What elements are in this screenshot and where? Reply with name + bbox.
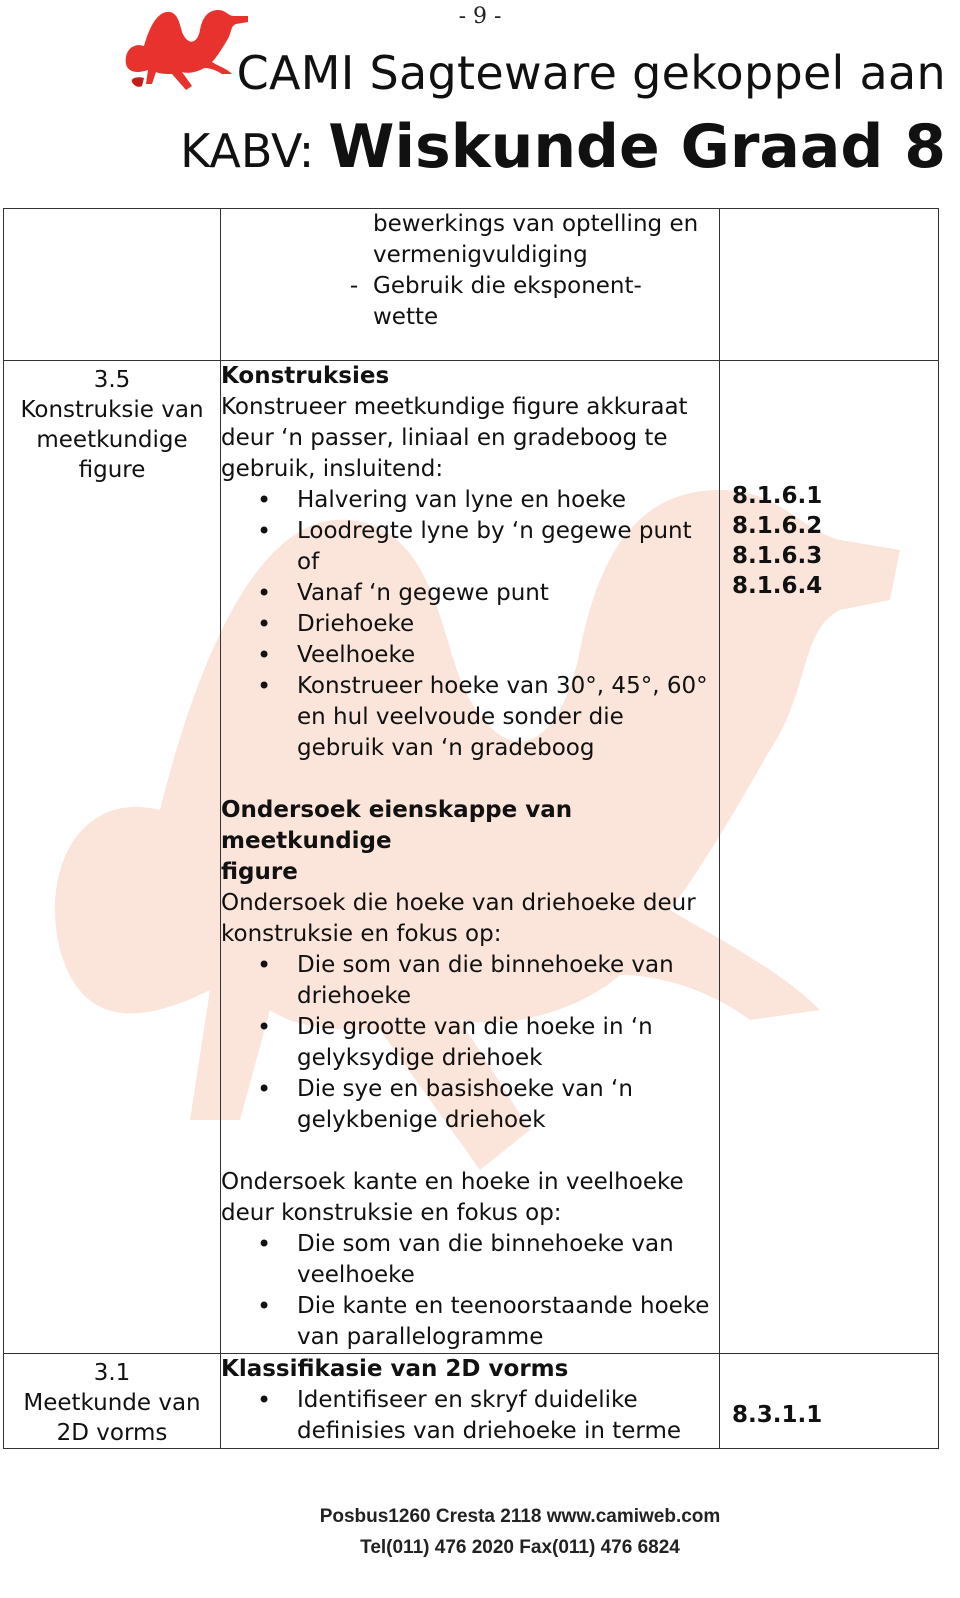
dash-item: [349, 271, 719, 333]
bullet-list: [221, 1385, 719, 1447]
curriculum-code: 8.1.6.3: [732, 543, 823, 569]
bullet-line: en hul veelvoude sonder die: [297, 704, 624, 730]
list-item: [221, 1012, 719, 1074]
content-cell: [221, 209, 720, 361]
bullet-line: • Halvering van lyne en hoeke: [297, 487, 626, 513]
table-row: [4, 209, 939, 361]
bullet-line: • Die grootte van die hoeke in ‘n: [297, 1014, 653, 1040]
bullet-line: • Die sye en basishoeke van ‘n: [297, 1076, 633, 1102]
footer-address: Posbus1260 Cresta 2118 www.camiweb.com: [319, 1506, 721, 1527]
section-intro-line: deur ‘n passer, liniaal en gradeboog te: [221, 425, 668, 451]
bullet-line: • Die som van die binnehoeke van: [297, 1231, 674, 1257]
bullet-list: [221, 950, 719, 1136]
bullet-line: gelykbenige driehoek: [297, 1107, 546, 1133]
list-item: [221, 1074, 719, 1136]
title-prefix: KABV:: [180, 124, 315, 178]
bullet-line: • Vanaf ‘n gegewe punt: [297, 580, 549, 606]
list-item: [221, 671, 719, 764]
content-line: wette: [373, 304, 439, 330]
topic-cell: [4, 209, 221, 361]
bullet-line: • Driehoeke: [297, 611, 415, 637]
bullet-list: [221, 485, 719, 764]
bullet-line: • Konstrueer hoeke van 30°, 45°, 60°: [297, 673, 708, 699]
content-line: vermenigvuldiging: [373, 242, 588, 268]
topic-cell: [4, 361, 221, 1354]
dash-marker: -: [349, 273, 359, 299]
code-cell: [720, 1354, 939, 1449]
section-intro-line: Ondersoek kante en hoeke in veelhoeke: [221, 1169, 684, 1195]
section-intro-line: Ondersoek die hoeke van driehoeke deur: [221, 890, 696, 916]
title-subject: Wiskunde Graad 8: [328, 112, 946, 182]
section-heading: Klassifikasie van 2D vorms: [221, 1356, 569, 1382]
table-row: [4, 361, 939, 1354]
topic-line: figure: [78, 457, 146, 483]
curriculum-table: [3, 208, 939, 1449]
bullet-line: definisies van driehoeke in terme: [297, 1418, 682, 1444]
bullet-line: of: [297, 549, 320, 575]
list-item: [221, 1229, 719, 1291]
topic-line: 3.5: [93, 367, 131, 393]
list-item: [221, 578, 719, 609]
section-heading: Ondersoek eienskappe van meetkundige: [221, 797, 573, 854]
list-item: [221, 609, 719, 640]
code-cell: [720, 361, 939, 1354]
bullet-line: gebruik van ‘n gradeboog: [297, 735, 595, 761]
bullet-line: • Identifiseer en skryf duidelike: [297, 1387, 638, 1413]
bullet-line: driehoeke: [297, 983, 412, 1009]
bullet-line: van parallelogramme: [297, 1324, 544, 1350]
section-intro-line: konstruksie en fokus op:: [221, 921, 502, 947]
list-item: [221, 1385, 719, 1447]
bullet-line: • Die kante en teenoorstaande hoeke: [297, 1293, 710, 1319]
section-heading: figure: [221, 859, 298, 885]
list-item: [221, 516, 719, 578]
list-item: [221, 950, 719, 1012]
content-cell: [221, 1354, 720, 1449]
page-number: - 9 -: [458, 4, 502, 29]
list-item: [221, 1291, 719, 1353]
bullet-line: • Veelhoeke: [297, 642, 416, 668]
curriculum-code: 8.3.1.1: [732, 1402, 823, 1428]
section-intro-line: deur konstruksie en fokus op:: [221, 1200, 562, 1226]
code-cell: [720, 209, 939, 361]
bullet-line: gelyksydige driehoek: [297, 1045, 543, 1071]
list-item: [221, 485, 719, 516]
bullet-list: [221, 1229, 719, 1353]
table-row: [4, 1354, 939, 1449]
bullet-line: • Loodregte lyne by ‘n gegewe punt: [297, 518, 692, 544]
curriculum-code: 8.1.6.1: [732, 483, 823, 509]
topic-line: 2D vorms: [56, 1420, 168, 1446]
list-item: [221, 640, 719, 671]
topic-cell: [4, 1354, 221, 1449]
topic-line: Konstruksie van: [20, 397, 204, 423]
bullet-line: veelhoeke: [297, 1262, 415, 1288]
footer-contact: Tel(011) 476 2020 Fax(011) 476 6824: [360, 1537, 680, 1558]
topic-line: meetkundige: [36, 427, 188, 453]
content-line: Gebruik die eksponent-: [373, 273, 642, 299]
bullet-line: • Die som van die binnehoeke van: [297, 952, 674, 978]
section-intro-line: Konstrueer meetkundige figure akkuraat: [221, 394, 688, 420]
topic-line: 3.1: [93, 1360, 131, 1386]
document-title-line1: CAMI Sagteware gekoppel aan: [236, 46, 946, 100]
section-heading: Konstruksies: [221, 363, 390, 389]
curriculum-code: 8.1.6.2: [732, 513, 823, 539]
section-intro-line: gebruik, insluitend:: [221, 456, 444, 482]
camel-logo: [122, 2, 252, 94]
curriculum-code: 8.1.6.4: [732, 573, 823, 599]
content-line: bewerkings van optelling en: [373, 211, 699, 237]
document-title-line2: [180, 112, 946, 182]
topic-line: Meetkunde van: [23, 1390, 201, 1416]
content-cell: [221, 361, 720, 1354]
